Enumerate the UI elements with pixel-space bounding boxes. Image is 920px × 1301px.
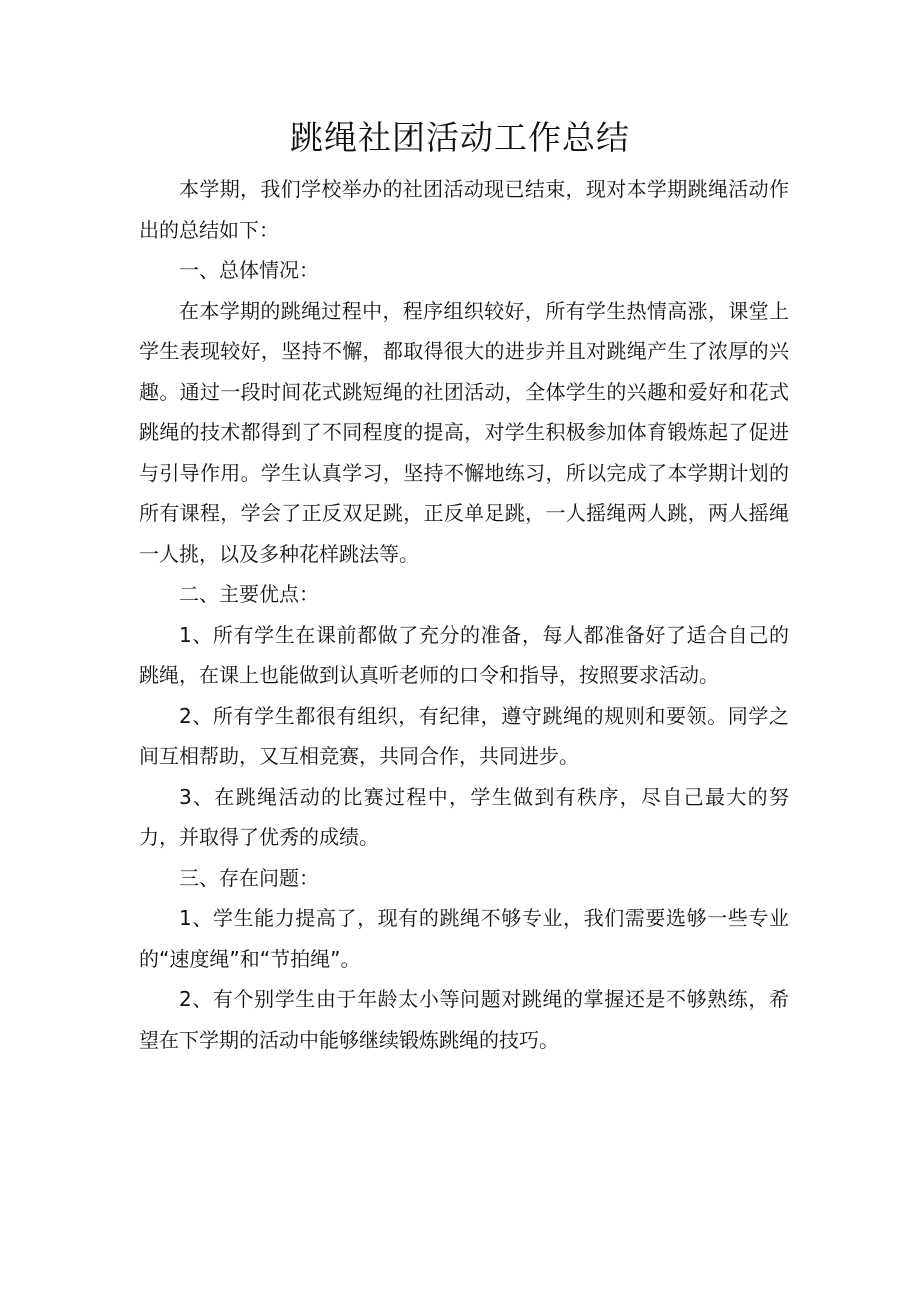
strength-item-3: 3、在跳绳活动的比赛过程中，学生做到有秩序，尽自己最大的努力，并取得了优秀的成绩。	[139, 784, 789, 849]
problem-item-1: 1、学生能力提高了，现有的跳绳不够专业，我们需要选够一些专业的“速度绳”和“节拍绳”。	[139, 906, 789, 971]
problem-item-2: 2、有个别学生由于年龄太小等问题对跳绳的掌握还是不够熟练，希望在下学期的活动中能够继续锻炼跳绳的技巧。	[139, 987, 789, 1052]
overall-paragraph: 在本学期的跳绳过程中，程序组织较好，所有学生热情高涨，课堂上学生表现较好，坚持不懈，都取得很大的进步并且对跳绳产生了浓厚的兴趣。通过一段时间花式跳短绳的社团活动，全体学生的兴趣和爱好和花式跳绳的技术都得到了不同程度的提高，对学生积极参加体育锻炼起了促进与引导作用。学生认真学习，坚持不懈地练习，所以完成了本学期计划的所有课程，学会了正反双足跳，正反单足跳，一人摇绳两人跳，两人摇绳一人挑，以及多种花样跳法等。	[139, 298, 789, 566]
section-heading-strengths: 二、主要优点：	[179, 582, 319, 606]
document-body	[139, 169, 789, 1060]
section-heading-overall: 一、总体情况：	[179, 258, 319, 282]
strength-item-1: 1、所有学生在课前都做了充分的准备，每人都准备好了适合自己的跳绳，在课上也能做到认真听老师的口令和指导，按照要求活动。	[139, 622, 789, 687]
strength-item-2: 2、所有学生都很有组织，有纪律，遵守跳绳的规则和要领。同学之间互相帮助，又互相竞赛，共同合作，共同进步。	[139, 703, 789, 768]
intro-paragraph: 本学期，我们学校举办的社团活动现已结束，现对本学期跳绳活动作出的总结如下：	[139, 177, 789, 242]
section-heading-problems: 三、存在问题：	[179, 865, 319, 890]
document-title: 跳绳社团活动工作总结	[290, 118, 630, 157]
